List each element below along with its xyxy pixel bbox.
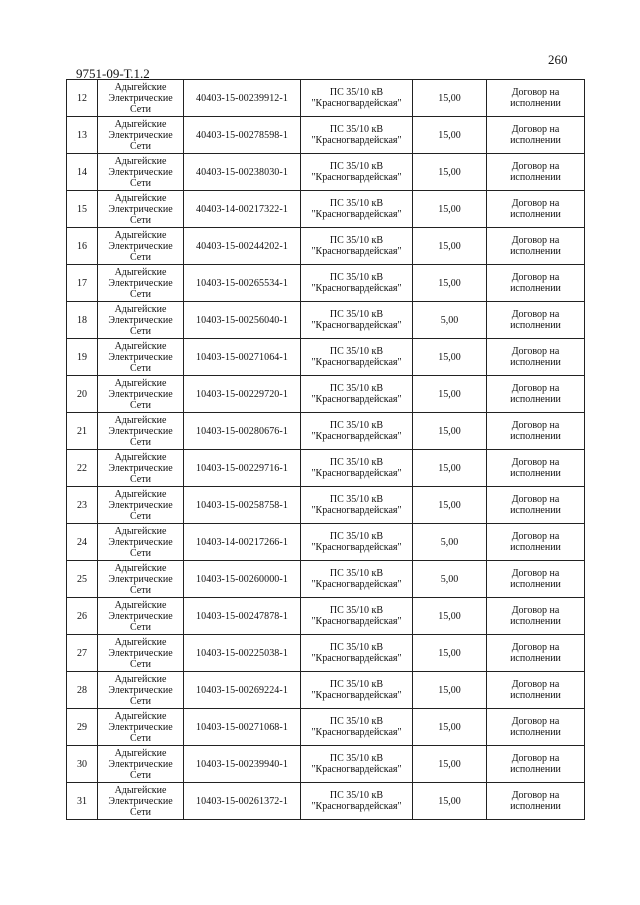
substation-cell: ПС 35/10 кВ "Красногвардейская" bbox=[301, 672, 413, 709]
organization-cell: Адыгейские Электрические Сети bbox=[98, 265, 184, 302]
substation-cell: ПС 35/10 кВ "Красногвардейская" bbox=[301, 376, 413, 413]
substation-cell: ПС 35/10 кВ "Красногвардейская" bbox=[301, 561, 413, 598]
status-cell: Договор на исполнении bbox=[487, 709, 585, 746]
table-row bbox=[67, 413, 585, 450]
power-cell: 15,00 bbox=[413, 413, 487, 450]
table-row bbox=[67, 228, 585, 265]
power-cell: 5,00 bbox=[413, 524, 487, 561]
row-number-cell: 28 bbox=[67, 672, 98, 709]
power-cell: 15,00 bbox=[413, 783, 487, 820]
row-number-cell: 13 bbox=[67, 117, 98, 154]
organization-cell: Адыгейские Электрические Сети bbox=[98, 709, 184, 746]
row-number-cell: 22 bbox=[67, 450, 98, 487]
application-id-cell: 10403-15-00258758-1 bbox=[184, 487, 301, 524]
application-id-cell: 40403-15-00238030-1 bbox=[184, 154, 301, 191]
row-number-cell: 29 bbox=[67, 709, 98, 746]
document-code: 9751-09-Т.1.2 bbox=[76, 66, 150, 81]
table-row bbox=[67, 80, 585, 117]
organization-cell: Адыгейские Электрические Сети bbox=[98, 228, 184, 265]
application-id-cell: 40403-15-00278598-1 bbox=[184, 117, 301, 154]
row-number-cell: 23 bbox=[67, 487, 98, 524]
power-cell: 15,00 bbox=[413, 191, 487, 228]
application-id-cell: 10403-14-00217266-1 bbox=[184, 524, 301, 561]
substation-cell: ПС 35/10 кВ "Красногвардейская" bbox=[301, 746, 413, 783]
status-cell: Договор на исполнении bbox=[487, 376, 585, 413]
power-cell: 15,00 bbox=[413, 265, 487, 302]
organization-cell: Адыгейские Электрические Сети bbox=[98, 302, 184, 339]
organization-cell: Адыгейские Электрические Сети bbox=[98, 154, 184, 191]
status-cell: Договор на исполнении bbox=[487, 524, 585, 561]
substation-cell: ПС 35/10 кВ "Красногвардейская" bbox=[301, 339, 413, 376]
table-row bbox=[67, 598, 585, 635]
row-number-cell: 16 bbox=[67, 228, 98, 265]
contracts-table-body bbox=[67, 80, 585, 820]
organization-cell: Адыгейские Электрические Сети bbox=[98, 746, 184, 783]
substation-cell: ПС 35/10 кВ "Красногвардейская" bbox=[301, 524, 413, 561]
table-row bbox=[67, 672, 585, 709]
application-id-cell: 10403-15-00271064-1 bbox=[184, 339, 301, 376]
table-row bbox=[67, 154, 585, 191]
application-id-cell: 40403-15-00239912-1 bbox=[184, 80, 301, 117]
substation-cell: ПС 35/10 кВ "Красногвардейская" bbox=[301, 191, 413, 228]
status-cell: Договор на исполнении bbox=[487, 487, 585, 524]
status-cell: Договор на исполнении bbox=[487, 80, 585, 117]
table-row bbox=[67, 746, 585, 783]
table-row bbox=[67, 265, 585, 302]
row-number-cell: 24 bbox=[67, 524, 98, 561]
application-id-cell: 10403-15-00256040-1 bbox=[184, 302, 301, 339]
substation-cell: ПС 35/10 кВ "Красногвардейская" bbox=[301, 487, 413, 524]
power-cell: 15,00 bbox=[413, 635, 487, 672]
organization-cell: Адыгейские Электрические Сети bbox=[98, 524, 184, 561]
power-cell: 15,00 bbox=[413, 746, 487, 783]
power-cell: 15,00 bbox=[413, 154, 487, 191]
row-number-cell: 27 bbox=[67, 635, 98, 672]
row-number-cell: 31 bbox=[67, 783, 98, 820]
substation-cell: ПС 35/10 кВ "Красногвардейская" bbox=[301, 635, 413, 672]
status-cell: Договор на исполнении bbox=[487, 339, 585, 376]
table-row bbox=[67, 487, 585, 524]
organization-cell: Адыгейские Электрические Сети bbox=[98, 672, 184, 709]
status-cell: Договор на исполнении bbox=[487, 450, 585, 487]
table-row bbox=[67, 376, 585, 413]
power-cell: 15,00 bbox=[413, 80, 487, 117]
application-id-cell: 10403-15-00247878-1 bbox=[184, 598, 301, 635]
power-cell: 15,00 bbox=[413, 228, 487, 265]
organization-cell: Адыгейские Электрические Сети bbox=[98, 339, 184, 376]
row-number-cell: 12 bbox=[67, 80, 98, 117]
organization-cell: Адыгейские Электрические Сети bbox=[98, 191, 184, 228]
row-number-cell: 15 bbox=[67, 191, 98, 228]
status-cell: Договор на исполнении bbox=[487, 413, 585, 450]
row-number-cell: 14 bbox=[67, 154, 98, 191]
table-row bbox=[67, 709, 585, 746]
organization-cell: Адыгейские Электрические Сети bbox=[98, 413, 184, 450]
substation-cell: ПС 35/10 кВ "Красногвардейская" bbox=[301, 302, 413, 339]
substation-cell: ПС 35/10 кВ "Красногвардейская" bbox=[301, 117, 413, 154]
application-id-cell: 10403-15-00225038-1 bbox=[184, 635, 301, 672]
status-cell: Договор на исполнении bbox=[487, 191, 585, 228]
power-cell: 15,00 bbox=[413, 376, 487, 413]
organization-cell: Адыгейские Электрические Сети bbox=[98, 80, 184, 117]
status-cell: Договор на исполнении bbox=[487, 672, 585, 709]
table-row bbox=[67, 450, 585, 487]
power-cell: 15,00 bbox=[413, 117, 487, 154]
application-id-cell: 10403-15-00280676-1 bbox=[184, 413, 301, 450]
organization-cell: Адыгейские Электрические Сети bbox=[98, 376, 184, 413]
power-cell: 15,00 bbox=[413, 598, 487, 635]
table-row bbox=[67, 302, 585, 339]
application-id-cell: 10403-15-00271068-1 bbox=[184, 709, 301, 746]
power-cell: 5,00 bbox=[413, 302, 487, 339]
status-cell: Договор на исполнении bbox=[487, 228, 585, 265]
power-cell: 5,00 bbox=[413, 561, 487, 598]
table-row bbox=[67, 191, 585, 228]
organization-cell: Адыгейские Электрические Сети bbox=[98, 598, 184, 635]
table-row bbox=[67, 524, 585, 561]
row-number-cell: 19 bbox=[67, 339, 98, 376]
contracts-table bbox=[66, 79, 585, 820]
application-id-cell: 40403-14-00217322-1 bbox=[184, 191, 301, 228]
organization-cell: Адыгейские Электрические Сети bbox=[98, 635, 184, 672]
row-number-cell: 25 bbox=[67, 561, 98, 598]
organization-cell: Адыгейские Электрические Сети bbox=[98, 561, 184, 598]
application-id-cell: 10403-15-00269224-1 bbox=[184, 672, 301, 709]
application-id-cell: 10403-15-00239940-1 bbox=[184, 746, 301, 783]
organization-cell: Адыгейские Электрические Сети bbox=[98, 117, 184, 154]
power-cell: 15,00 bbox=[413, 339, 487, 376]
status-cell: Договор на исполнении bbox=[487, 635, 585, 672]
row-number-cell: 18 bbox=[67, 302, 98, 339]
application-id-cell: 10403-15-00265534-1 bbox=[184, 265, 301, 302]
substation-cell: ПС 35/10 кВ "Красногвардейская" bbox=[301, 228, 413, 265]
row-number-cell: 21 bbox=[67, 413, 98, 450]
status-cell: Договор на исполнении bbox=[487, 302, 585, 339]
application-id-cell: 10403-15-00229720-1 bbox=[184, 376, 301, 413]
application-id-cell: 10403-15-00261372-1 bbox=[184, 783, 301, 820]
organization-cell: Адыгейские Электрические Сети bbox=[98, 450, 184, 487]
row-number-cell: 26 bbox=[67, 598, 98, 635]
application-id-cell: 10403-15-00260000-1 bbox=[184, 561, 301, 598]
substation-cell: ПС 35/10 кВ "Красногвардейская" bbox=[301, 413, 413, 450]
substation-cell: ПС 35/10 кВ "Красногвардейская" bbox=[301, 80, 413, 117]
power-cell: 15,00 bbox=[413, 450, 487, 487]
page-number: 260 bbox=[548, 52, 568, 67]
power-cell: 15,00 bbox=[413, 709, 487, 746]
status-cell: Договор на исполнении bbox=[487, 746, 585, 783]
status-cell: Договор на исполнении bbox=[487, 154, 585, 191]
application-id-cell: 10403-15-00229716-1 bbox=[184, 450, 301, 487]
table-row bbox=[67, 561, 585, 598]
table-row bbox=[67, 635, 585, 672]
organization-cell: Адыгейские Электрические Сети bbox=[98, 783, 184, 820]
organization-cell: Адыгейские Электрические Сети bbox=[98, 487, 184, 524]
substation-cell: ПС 35/10 кВ "Красногвардейская" bbox=[301, 265, 413, 302]
table-row bbox=[67, 339, 585, 376]
table-row bbox=[67, 783, 585, 820]
substation-cell: ПС 35/10 кВ "Красногвардейская" bbox=[301, 450, 413, 487]
status-cell: Договор на исполнении bbox=[487, 598, 585, 635]
substation-cell: ПС 35/10 кВ "Красногвардейская" bbox=[301, 709, 413, 746]
status-cell: Договор на исполнении bbox=[487, 265, 585, 302]
row-number-cell: 20 bbox=[67, 376, 98, 413]
substation-cell: ПС 35/10 кВ "Красногвардейская" bbox=[301, 154, 413, 191]
status-cell: Договор на исполнении bbox=[487, 117, 585, 154]
status-cell: Договор на исполнении bbox=[487, 783, 585, 820]
row-number-cell: 17 bbox=[67, 265, 98, 302]
substation-cell: ПС 35/10 кВ "Красногвардейская" bbox=[301, 598, 413, 635]
row-number-cell: 30 bbox=[67, 746, 98, 783]
power-cell: 15,00 bbox=[413, 672, 487, 709]
table-row bbox=[67, 117, 585, 154]
power-cell: 15,00 bbox=[413, 487, 487, 524]
substation-cell: ПС 35/10 кВ "Красногвардейская" bbox=[301, 783, 413, 820]
status-cell: Договор на исполнении bbox=[487, 561, 585, 598]
application-id-cell: 40403-15-00244202-1 bbox=[184, 228, 301, 265]
